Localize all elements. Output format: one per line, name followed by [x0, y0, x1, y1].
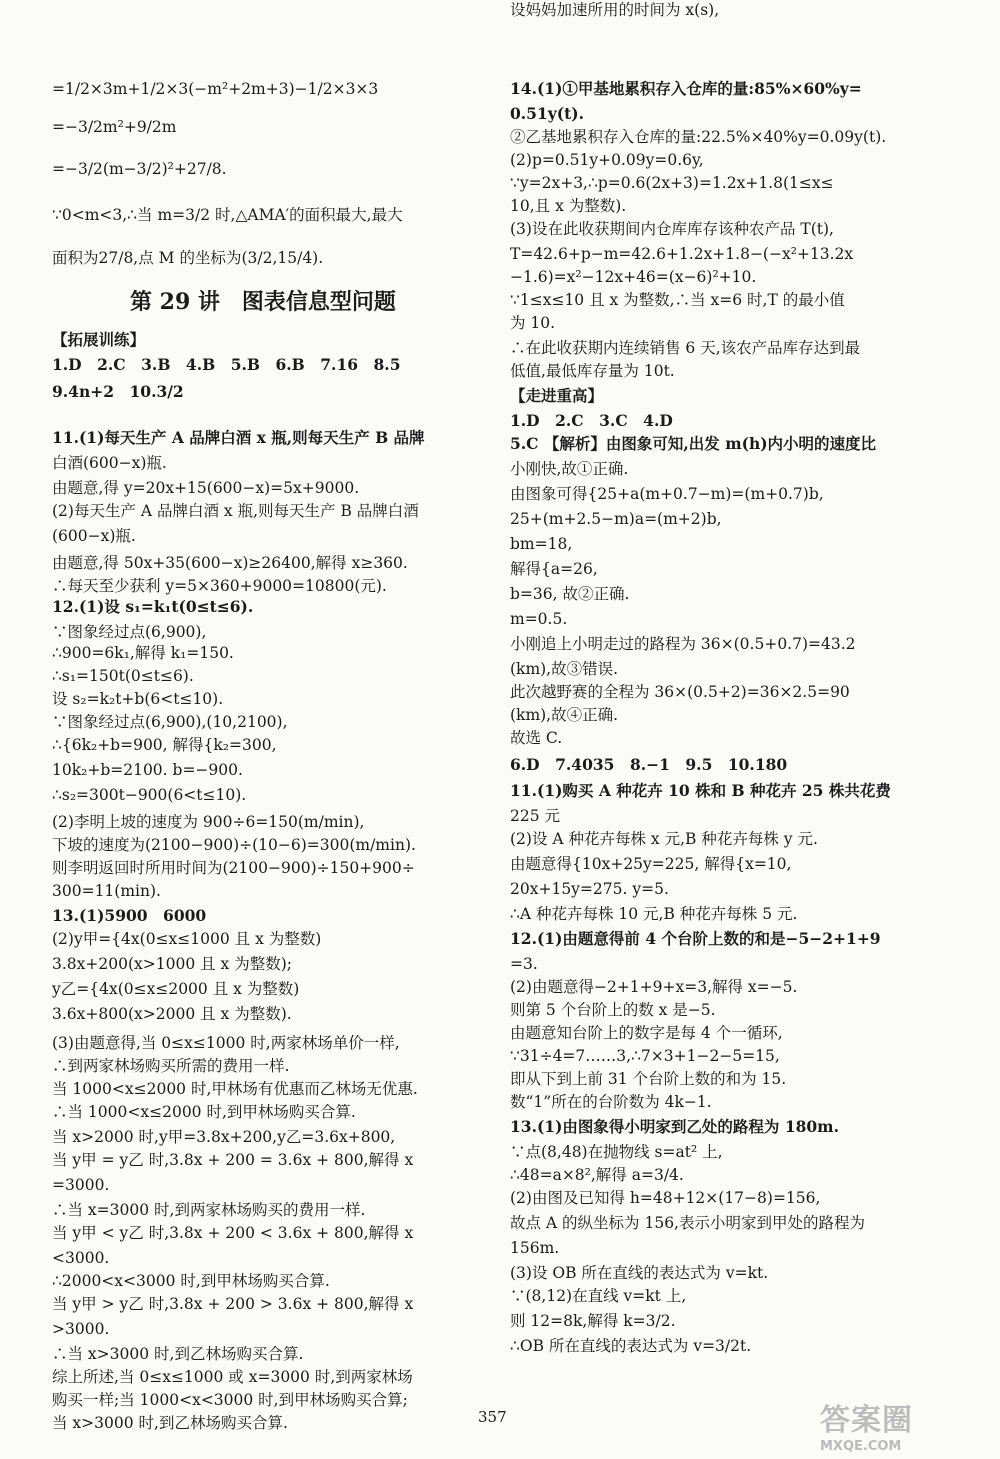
- left-text-line: 13.(1)5900 6000: [52, 906, 207, 926]
- watermark-logo: [820, 1395, 990, 1455]
- right-text-line: 则 12=8k,解得 k=3/2.: [510, 1312, 676, 1331]
- left-text-line: 由题意,得 50x+35(600−x)≥26400,解得 x≥360.: [52, 553, 408, 572]
- right-text-line: 由题意得{10x+25y=225, 解得{x=10,: [510, 855, 792, 874]
- left-text-line: 9.4n+2 10.3/2: [52, 382, 184, 402]
- right-text-line: (3)设 OB 所在直线的表达式为 v=kt.: [510, 1264, 769, 1283]
- right-text-line: ∵点(8,48)在抛物线 s=at² 上,: [510, 1143, 723, 1162]
- left-text-line: ∴900=6k₁,解得 k₁=150.: [52, 644, 234, 663]
- right-text-line: 25+(m+2.5−m)a=(m+2)b,: [510, 509, 722, 528]
- right-text-line: (km),故④正确.: [510, 705, 619, 724]
- right-text-line: 故点 A 的纵坐标为 156,表示小明家到甲处的路程为: [510, 1214, 865, 1233]
- right-text-line: 12.(1)由题意得前 4 个台阶上数的和是−5−2+1+9: [510, 929, 881, 949]
- right-text-line: =3.: [510, 955, 538, 974]
- left-text-line: (600−x)瓶.: [52, 527, 136, 546]
- left-text-line: 面积为27/8,点 M 的坐标为(3/2,15/4).: [52, 248, 324, 267]
- left-text-line: ∵图象经过点(6,900),(10,2100),: [52, 713, 288, 732]
- right-text-line: 0.51y(t).: [510, 103, 584, 123]
- left-text-line: 下坡的速度为(2100−900)÷(10−6)=300(m/min).: [52, 836, 416, 855]
- right-text-line: 由题意知台阶上的数字是每 4 个一循环,: [510, 1024, 783, 1043]
- right-text-line: bm=18,: [510, 534, 573, 553]
- right-text-line: ∵(8,12)在直线 v=kt 上,: [510, 1287, 687, 1306]
- watermark-url: MXQE.COM: [820, 1439, 902, 1454]
- right-text-line: 6.D 7.4035 8.−1 9.5 10.180: [510, 754, 788, 774]
- left-text-line: 当 y甲 > y乙 时,3.8x + 200 > 3.6x + 800,解得 x: [52, 1295, 414, 1314]
- right-text-line: 5.C 【解析】由图象可知,出发 m(h)内小明的速度比: [510, 433, 877, 453]
- right-text-line: 设妈妈加速所用的时间为 x(s),: [510, 1, 720, 19]
- left-text-line: 综上所述,当 0≤x≤1000 或 x=3000 时,到两家林场: [52, 1368, 413, 1387]
- left-text-line: ∴{6k₂+b=900, 解得{k₂=300,: [52, 736, 277, 755]
- right-text-line: 低值,最低库存量为 10t.: [510, 361, 675, 380]
- right-text-line: ∴48=a×8²,解得 a=3/4.: [510, 1166, 684, 1185]
- right-text-line: m=0.5.: [510, 609, 568, 628]
- left-text-line: 第 29 讲 图表信息型问题: [130, 289, 396, 315]
- left-text-line: 购买一样;当 1000<x<3000 时,到甲林场购买合算;: [52, 1391, 408, 1410]
- right-text-line: 156m.: [510, 1239, 560, 1258]
- right-text-line: 由图象可得{25+a(m+0.7−m)=(m+0.7)b,: [510, 484, 824, 503]
- right-text-line: 故选 C.: [510, 728, 563, 747]
- right-text-line: (2)由题意得−2+1+9+x=3,解得 x=−5.: [510, 978, 798, 997]
- right-text-line: 20x+15y=275. y=5.: [510, 880, 669, 899]
- right-text-line: ②乙基地累积存入仓库的量:22.5%×40%y=0.09y(t).: [510, 127, 887, 146]
- right-text-line: 14.(1)①甲基地累积存入仓库的量:85%×60%y=: [510, 78, 862, 98]
- right-text-line: (3)设在此收获期间内仓库库存该种农产品 T(t),: [510, 219, 834, 238]
- right-text-line: (2)设 A 种花卉每株 x 元,B 种花卉每株 y 元.: [510, 830, 818, 849]
- right-text-line: 数“1”所在的台阶数为 4k−1.: [510, 1093, 712, 1112]
- left-text-line: ∴s₂=300t−900(6<t≤10).: [52, 786, 247, 805]
- left-text-line: 3.8x+200(x>1000 且 x 为整数);: [52, 955, 292, 974]
- left-text-line: 当 x>3000 时,到乙林场购买合算.: [52, 1414, 288, 1433]
- left-text-line: ∵0<m<3,∴当 m=3/2 时,△AMA′的面积最大,最大: [52, 206, 403, 225]
- right-text-line: ∴在此收获期内连续销售 6 天,该农产品库存达到最: [510, 338, 861, 357]
- left-text-line: =−3/2(m−3/2)²+27/8.: [52, 160, 227, 179]
- left-text-line: 1.D 2.C 3.B 4.B 5.B 6.B 7.16 8.5: [52, 355, 401, 375]
- left-text-line: ∴当 x>3000 时,到乙林场购买合算.: [52, 1345, 304, 1363]
- right-text-line: 小刚快,故①正确.: [510, 459, 629, 478]
- right-text-line: (km),故③错误.: [510, 659, 619, 678]
- right-text-line: 225 元: [510, 807, 561, 826]
- left-text-line: ∴到两家林场购买所需的费用一样.: [52, 1057, 290, 1075]
- left-text-line: 10k₂+b=2100. b=−900.: [52, 761, 243, 780]
- watermark-text: 答案圈: [820, 1403, 913, 1438]
- left-text-line: 300=11(min).: [52, 882, 161, 901]
- right-text-line: ∵31÷4=7……3,∴7×3+1−2−5=15,: [510, 1047, 780, 1066]
- left-text-line: 当 1000<x≤2000 时,甲林场有优惠而乙林场无优惠.: [52, 1080, 418, 1099]
- right-text-line: 【走进重高】: [510, 385, 604, 405]
- left-text-line: ∵图象经过点(6,900),: [52, 623, 207, 642]
- right-text-line: 13.(1)由图象得小明家到乙处的路程为 180m.: [510, 1117, 839, 1137]
- left-text-line: >3000.: [52, 1320, 110, 1339]
- right-text-line: 为 10.: [510, 313, 556, 332]
- right-text-line: T=42.6+p−m=42.6+1.2x+1.8−(−x²+13.2x: [510, 244, 854, 263]
- left-text-line: ∴每天至少获利 y=5×360+9000=10800(元).: [52, 577, 387, 595]
- left-text-line: (3)由题意得,当 0≤x≤1000 时,两家林场单价一样,: [52, 1033, 400, 1052]
- right-text-line: (2)由图及已知得 h=48+12×(17−8)=156,: [510, 1189, 821, 1208]
- right-text-line: 即从下到上前 31 个台阶上数的和为 15.: [510, 1070, 787, 1089]
- left-text-line: 设 s₂=k₂t+b(6<t≤10).: [52, 690, 224, 709]
- left-text-line: ∴2000<x<3000 时,到甲林场购买合算.: [52, 1272, 330, 1291]
- right-text-line: ∵y=2x+3,∴p=0.6(2x+3)=1.2x+1.8(1≤x≤: [510, 173, 834, 192]
- right-text-line: b=36, 故②正确.: [510, 584, 630, 603]
- right-text-line: 小刚追上小明走过的路程为 36×(0.5+0.7)=43.2: [510, 634, 856, 653]
- left-text-line: (2)y甲={4x(0≤x≤1000 且 x 为整数): [52, 930, 322, 949]
- right-text-line: (2)p=0.51y+0.09y=0.6y,: [510, 150, 704, 169]
- left-text-line: 12.(1)设 s₁=k₁t(0≤t≤6).: [52, 597, 254, 617]
- right-text-line: ∵1≤x≤10 且 x 为整数,∴当 x=6 时,T 的最小值: [510, 290, 845, 309]
- left-text-line: 11.(1)每天生产 A 品牌白酒 x 瓶,则每天生产 B 品牌: [52, 428, 425, 448]
- right-text-line: −1.6)=x²−12x+46=(x−6)²+10.: [510, 267, 757, 286]
- left-text-line: =1/2×3m+1/2×3(−m²+2m+3)−1/2×3×3: [52, 79, 379, 98]
- left-text-line: =−3/2m²+9/2m: [52, 118, 177, 137]
- left-text-line: <3000.: [52, 1249, 110, 1267]
- left-text-line: ∴s₁=150t(0≤t≤6).: [52, 667, 194, 686]
- right-text-line: 10,且 x 为整数).: [510, 196, 627, 215]
- right-text-line: ∴OB 所在直线的表达式为 v=3/2t.: [510, 1337, 752, 1356]
- right-text-line: 解得{a=26,: [510, 559, 598, 578]
- right-text-line: 此次越野赛的全程为 36×(0.5+2)=36×2.5=90: [510, 682, 850, 701]
- page-number: 357: [478, 1408, 507, 1426]
- left-text-line: 当 y甲 = y乙 时,3.8x + 200 = 3.6x + 800,解得 x: [52, 1151, 414, 1170]
- left-text-line: 白酒(600−x)瓶.: [52, 454, 167, 473]
- left-text-line: =3000.: [52, 1176, 110, 1195]
- right-text-line: 11.(1)购买 A 种花卉 10 株和 B 种花卉 25 株共花费: [510, 781, 891, 801]
- left-text-line: (2)每天生产 A 品牌白酒 x 瓶,则每天生产 B 品牌白酒: [52, 502, 419, 521]
- right-text-line: 1.D 2.C 3.C 4.D: [510, 410, 673, 430]
- left-text-line: 当 x>2000 时,y甲=3.8x+200,y乙=3.6x+800,: [52, 1128, 396, 1147]
- right-text-line: 则第 5 个台阶上的数 x 是−5.: [510, 1001, 716, 1020]
- left-text-line: ∴当 1000<x≤2000 时,到甲林场购买合算.: [52, 1103, 356, 1122]
- right-text-line: ∴A 种花卉每株 10 元,B 种花卉每株 5 元.: [510, 905, 798, 924]
- left-text-line: ∴当 x=3000 时,到两家林场购买的费用一样.: [52, 1201, 366, 1219]
- left-text-line: 3.6x+800(x>2000 且 x 为整数).: [52, 1005, 292, 1024]
- left-text-line: y乙={4x(0≤x≤2000 且 x 为整数): [52, 980, 300, 999]
- left-text-line: 当 y甲 < y乙 时,3.8x + 200 < 3.6x + 800,解得 x: [52, 1224, 414, 1243]
- left-text-line: 由题意,得 y=20x+15(600−x)=5x+9000.: [52, 479, 360, 498]
- left-text-line: (2)李明上坡的速度为 900÷6=150(m/min),: [52, 813, 365, 832]
- left-text-line: 则李明返回时所用时间为(2100−900)÷150+900÷: [52, 859, 415, 878]
- left-text-line: 【拓展训练】: [52, 330, 146, 350]
